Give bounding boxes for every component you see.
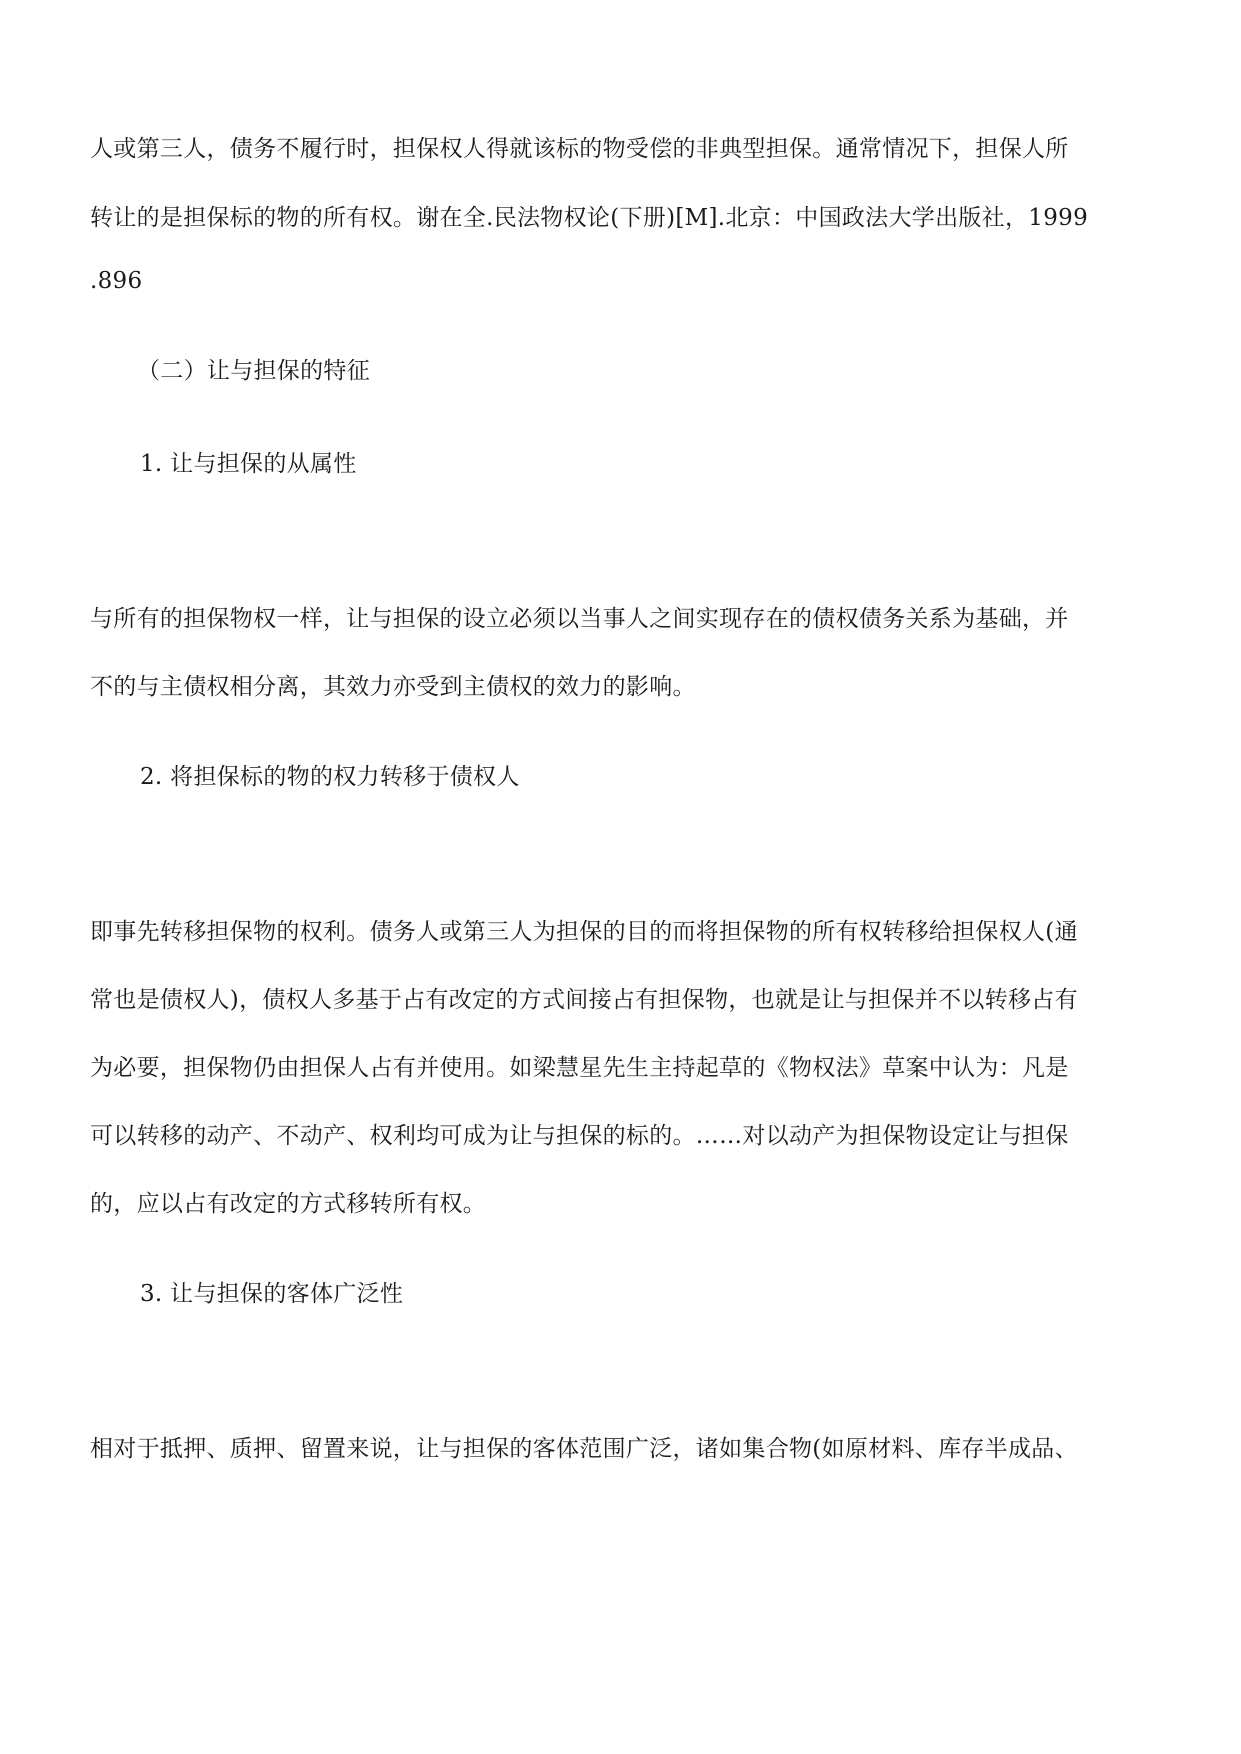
paragraph-line: 不的与主债权相分离，其效力亦受到主债权的效力的影响。 (90, 674, 696, 700)
item-heading: 2. 将担保标的物的权力转移于债权人 (140, 764, 520, 790)
item-heading: 3. 让与担保的客体广泛性 (140, 1281, 404, 1307)
paragraph-line: 转让的是担保标的物的所有权。谢在全.民法物权论(下册)[M].北京：中国政法大学出版社，1999 (90, 205, 1088, 231)
paragraph-line: 即事先转移担保物的权利。债务人或第三人为担保的目的而将担保物的所有权转移给担保权人(通 (90, 919, 1078, 945)
paragraph-line: .896 (90, 268, 143, 294)
paragraph-line: 为必要，担保物仍由担保人占有并使用。如梁慧星先生主持起草的《物权法》草案中认为：凡是 (90, 1055, 1069, 1081)
item-heading: 1. 让与担保的从属性 (140, 451, 357, 477)
paragraph-line: 与所有的担保物权一样，让与担保的设立必须以当事人之间实现存在的债权债务关系为基础，并 (90, 606, 1069, 632)
section-heading: （二）让与担保的特征 (137, 358, 370, 384)
paragraph-line: 常也是债权人)，债权人多基于占有改定的方式间接占有担保物，也就是让与担保并不以转移占有 (90, 987, 1078, 1013)
paragraph-line: 相对于抵押、质押、留置来说，让与担保的客体范围广泛，诸如集合物(如原材料、库存半成品、 (90, 1436, 1078, 1462)
paragraph-line: 的，应以占有改定的方式移转所有权。 (90, 1191, 487, 1217)
paragraph-line: 可以转移的动产、不动产、权利均可成为让与担保的标的。……对以动产为担保物设定让与担保 (90, 1123, 1069, 1149)
paragraph-line: 人或第三人，债务不履行时，担保权人得就该标的物受偿的非典型担保。通常情况下，担保人所 (90, 136, 1069, 162)
